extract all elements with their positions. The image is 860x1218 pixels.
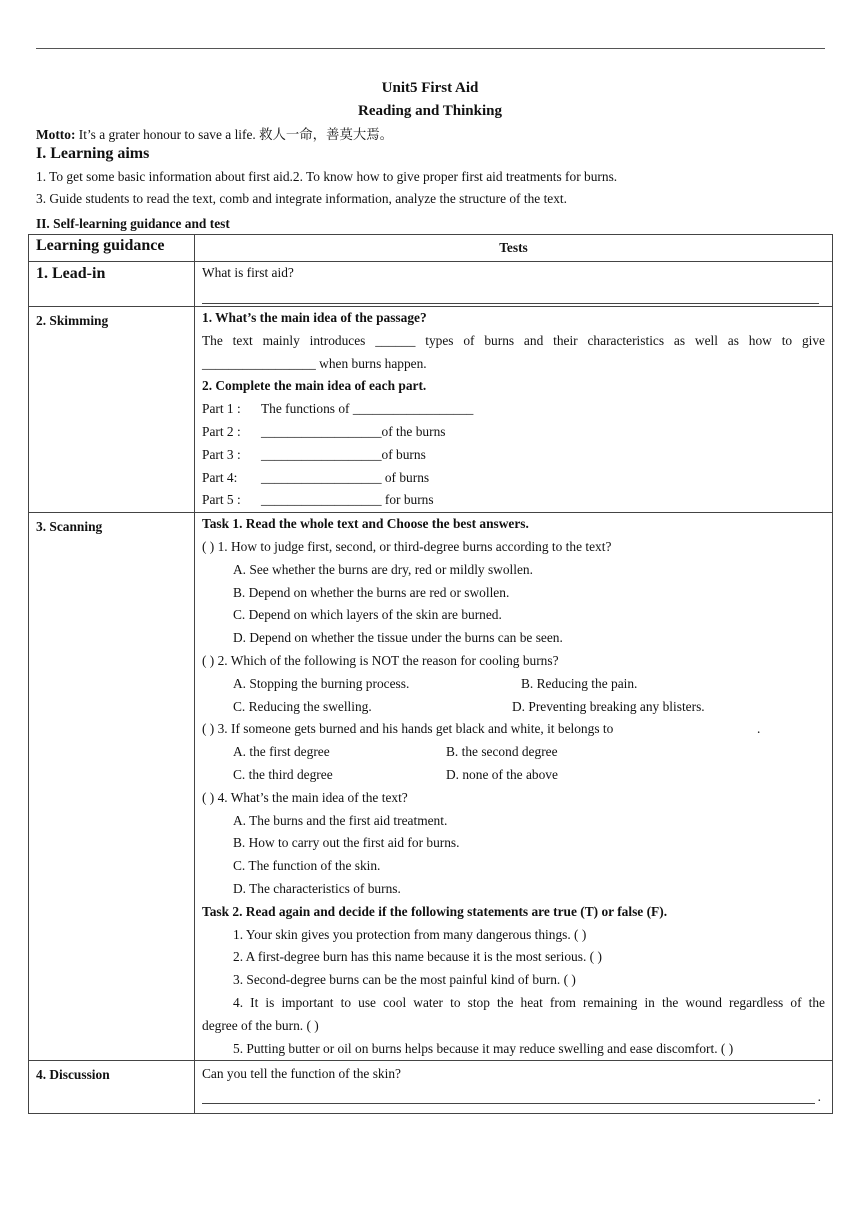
part-4: Part 4: __________________ of burns	[202, 469, 430, 485]
leadin-label: 1. Lead-in	[29, 262, 195, 307]
header-rule	[36, 48, 825, 49]
task1-heading: Task 1. Read the whole text and Choose the best answers.	[202, 516, 529, 532]
row-scanning	[29, 513, 833, 1061]
statement-4-line1: 4. It is important to use cool water to stop the heat from remaining in the wound regardless of the	[233, 994, 825, 1010]
q4: ( ) 4. What’s the main idea of the text?	[202, 789, 408, 805]
q3-options-cd	[202, 764, 825, 787]
page-subtitle: Reading and Thinking	[358, 103, 502, 119]
row-discussion	[29, 1061, 833, 1114]
q1-option-c: C. Depend on which layers of the skin are burned.	[233, 607, 502, 623]
q4-option-a: A. The burns and the first aid treatment.	[233, 812, 448, 828]
statement-2: 2. A first-degree burn has this name because it is the most serious. ( )	[233, 949, 602, 965]
discussion-label: 4. Discussion	[29, 1061, 195, 1114]
motto-label: Motto:	[36, 127, 76, 142]
q3-option-c: C. the third degree	[233, 766, 333, 782]
q3-option-a: A. the first degree	[233, 744, 330, 760]
discussion-answer-line[interactable]	[202, 1102, 815, 1104]
skimming-q1-line1: The text mainly introduces ______ types of burns and their characteristics as well as how to give	[202, 332, 825, 348]
q3-options-ab	[202, 741, 825, 764]
aims-heading: I. Learning aims	[36, 145, 150, 162]
q1-option-a: A. See whether the burns are dry, red or mildly swollen.	[233, 561, 533, 577]
q2-option-c: C. Reducing the swelling.	[233, 698, 372, 714]
q3-option-b: B. the second degree	[446, 744, 558, 760]
q4-option-c: C. The function of the skin.	[233, 858, 381, 874]
part-2: Part 2 : __________________of the burns	[202, 423, 446, 439]
part-3: Part 3 : __________________of burns	[202, 446, 426, 462]
statement-3: 3. Second-degree burns can be the most painful kind of burn. ( )	[233, 972, 576, 988]
discussion-question: Can you tell the function of the skin?	[202, 1066, 401, 1082]
q2-option-d: D. Preventing breaking any blisters.	[512, 698, 705, 714]
skimming-q2: 2. Complete the main idea of each part.	[202, 378, 427, 394]
scanning-label: 3. Scanning	[29, 513, 195, 1061]
page-title: Unit5 First Aid	[381, 80, 479, 96]
task2-heading: Task 2. Read again and decide if the following statements are true (T) or false (F).	[202, 903, 668, 919]
q3-option-d: D. none of the above	[446, 766, 558, 782]
leadin-question: What is first aid?	[202, 265, 294, 280]
q1-option-d: D. Depend on whether the tissue under the burns can be seen.	[233, 630, 563, 646]
q2-options-cd	[202, 696, 825, 719]
q1-option-b: B. Depend on whether the burns are red or swollen.	[233, 584, 510, 600]
col-header-tests: Tests	[195, 235, 833, 262]
motto	[36, 124, 393, 143]
part-1: Part 1 : The functions of __________________	[202, 401, 474, 417]
row-leadin	[29, 262, 833, 307]
skimming-q1-line2: _________________ when burns happen.	[202, 355, 427, 371]
statement-1: 1. Your skin gives you protection from many dangerous things. ( )	[233, 926, 587, 942]
q2-option-b: B. Reducing the pain.	[521, 675, 638, 691]
aims-line-1: 1. To get some basic information about first aid.2. To know how to give proper first aid treatments for burns.	[36, 169, 618, 184]
q2-option-a: A. Stopping the burning process.	[233, 675, 410, 691]
q4-option-d: D. The characteristics of burns.	[233, 880, 401, 896]
table-header-row	[29, 235, 833, 262]
guidance-table	[28, 234, 833, 1114]
skimming-q1: 1. What’s the main idea of the passage?	[202, 310, 427, 325]
q2-options-ab	[202, 673, 825, 696]
q4-option-b: B. How to carry out the first aid for burns.	[233, 835, 460, 851]
q2: ( ) 2. Which of the following is NOT the reason for cooling burns?	[202, 652, 559, 668]
statement-5: 5. Putting butter or oil on burns helps because it may reduce swelling and ease discomfort. ( )	[233, 1040, 734, 1056]
aims-line-2: 3. Guide students to read the text, comb and integrate information, analyze the structure of the text.	[36, 191, 567, 206]
statement-4-line2: degree of the burn. ( )	[202, 1017, 319, 1033]
leadin-answer-line[interactable]	[202, 302, 819, 304]
q3-period: .	[757, 721, 761, 737]
skimming-label: 2. Skimming	[29, 307, 195, 513]
motto-text: It’s a grater honour to save a life. 救人一命，善莫大焉。	[75, 127, 394, 142]
discussion-period: .	[817, 1089, 821, 1105]
col-header-guidance: Learning guidance	[29, 235, 195, 262]
q3: ( ) 3. If someone gets burned and his hands get black and white, it belongs to .	[202, 718, 825, 741]
section2-heading: II. Self-learning guidance and test	[36, 216, 230, 231]
q1: ( ) 1. How to judge first, second, or third-degree burns according to the text?	[202, 538, 612, 554]
part-5: Part 5 : __________________ for burns	[202, 492, 434, 508]
row-skimming	[29, 307, 833, 513]
